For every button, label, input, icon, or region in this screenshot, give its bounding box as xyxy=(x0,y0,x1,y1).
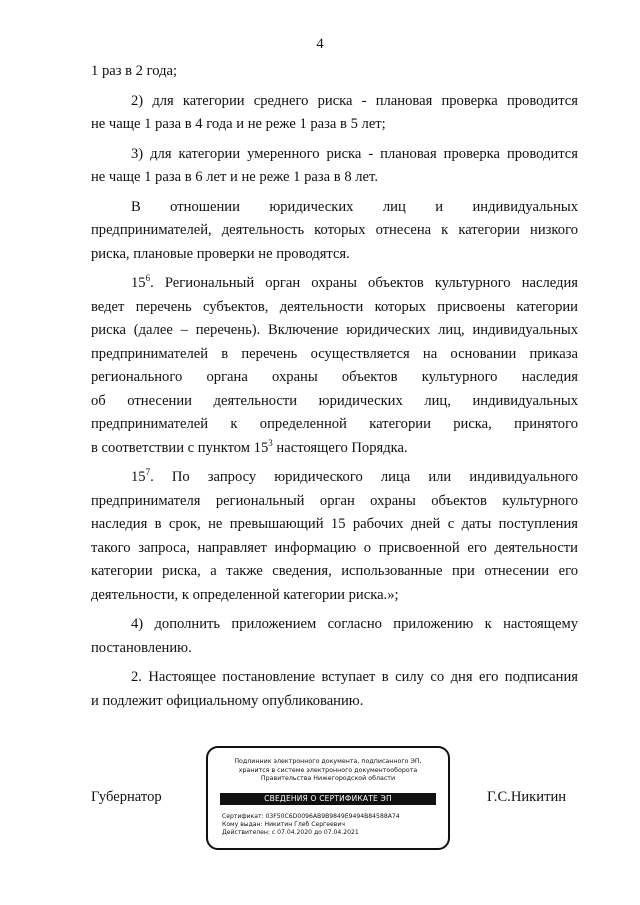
paragraph-15-6-first-line xyxy=(91,272,578,296)
stamp-header-line: Подлинник электронного документа, подписанного ЭП, xyxy=(234,758,422,765)
text-fragment: . Региональный орган охраны объектов культурного наследия xyxy=(150,275,578,291)
signatory-position: Губернатор xyxy=(91,789,162,805)
page-number: 4 xyxy=(316,36,324,52)
text-line: категории риска, а также сведения, использованные при отнесении его xyxy=(91,563,578,579)
paragraph-15-7-first-line xyxy=(91,466,578,490)
clause-superscript: 6 xyxy=(145,273,151,283)
paragraph-15-6-last-line xyxy=(91,437,578,461)
text-line: постановлению. xyxy=(91,639,192,656)
text-line: предпринимателей к определенной категории риска, принятого xyxy=(91,416,578,432)
text-fragment: в соответствии с пунктом 15 xyxy=(91,439,269,456)
text-line: предпринимателей, деятельность которых отнесена к категории низкого xyxy=(91,222,578,238)
clause-number: 15 xyxy=(131,275,146,291)
reference-superscript: 3 xyxy=(268,437,273,448)
clause-number: 15 xyxy=(131,469,146,485)
text-line: об отнесении деятельности юридических лиц, индивидуальных xyxy=(91,392,578,409)
text-line: 1 раз в 2 года; xyxy=(91,63,178,79)
text-line: и подлежит официальному опубликованию. xyxy=(91,692,364,709)
text-line: предпринимателя региональный орган охраны объектов культурного xyxy=(91,492,578,509)
signatory-name: Г.С.Никитин xyxy=(487,789,567,805)
text-line: такого запроса, направляет информацию о присвоенной его деятельности xyxy=(91,539,578,556)
text-line: В отношении юридических лиц и индивидуальных xyxy=(131,198,578,215)
stamp-header-line: хранится в системе электронного документооборота xyxy=(238,766,418,774)
text-line: 4) дополнить приложением согласно приложению к настоящему xyxy=(131,616,578,632)
certificate-validity: Действителен: с 07.04.2020 до 07.04.2021 xyxy=(222,829,359,837)
certificate-owner: Кому выдан: Никитин Глеб Сергеевич xyxy=(222,820,345,828)
text-line: риска (далее – перечень). Включение юридических лиц, индивидуальных xyxy=(91,322,578,338)
text-line: риска, плановые проверки не проводятся. xyxy=(91,245,350,262)
text-line: ведет перечень субъектов, деятельности которых присвоены категории xyxy=(91,298,578,315)
text-line: 2) для категории среднего риска - плановая проверка проводится xyxy=(131,92,578,109)
certificate-details xyxy=(222,813,448,838)
document-body xyxy=(91,60,578,713)
electronic-signature-stamp xyxy=(206,746,450,850)
stamp-header-line: Правительства Нижегородской области xyxy=(260,775,396,782)
text-fragment: . По запросу юридического лица или индивидуального xyxy=(150,469,578,485)
text-line: 2. Настоящее постановление вступает в силу со дня его подписания xyxy=(131,669,578,685)
certificate-info-bar: СВЕДЕНИЯ О СЕРТИФИКАТЕ ЭП xyxy=(220,793,436,805)
text-line: 3) для категории умеренного риска - плановая проверка проводится xyxy=(131,145,578,162)
text-line: не чаще 1 раза в 4 года и не реже 1 раза в 5 лет; xyxy=(91,116,386,132)
text-line: не чаще 1 раза в 6 лет и не реже 1 раза в 8 лет. xyxy=(91,169,378,185)
text-line: предпринимателей в перечень осуществляется на основании приказа xyxy=(91,345,578,362)
text-line: регионального органа охраны объектов культурного наследия xyxy=(91,369,578,385)
text-line: деятельности, к определенной категории риска.»; xyxy=(91,586,399,603)
clause-superscript: 7 xyxy=(145,467,151,477)
stamp-header xyxy=(208,758,448,784)
text-fragment: настоящего Порядка. xyxy=(272,439,408,456)
certificate-serial: Сертификат: 03F50C6D0096AB9B9849E9494B84588A74 xyxy=(222,812,400,820)
text-line: наследия в срок, не превышающий 15 рабочих дней с даты поступления xyxy=(91,516,578,532)
